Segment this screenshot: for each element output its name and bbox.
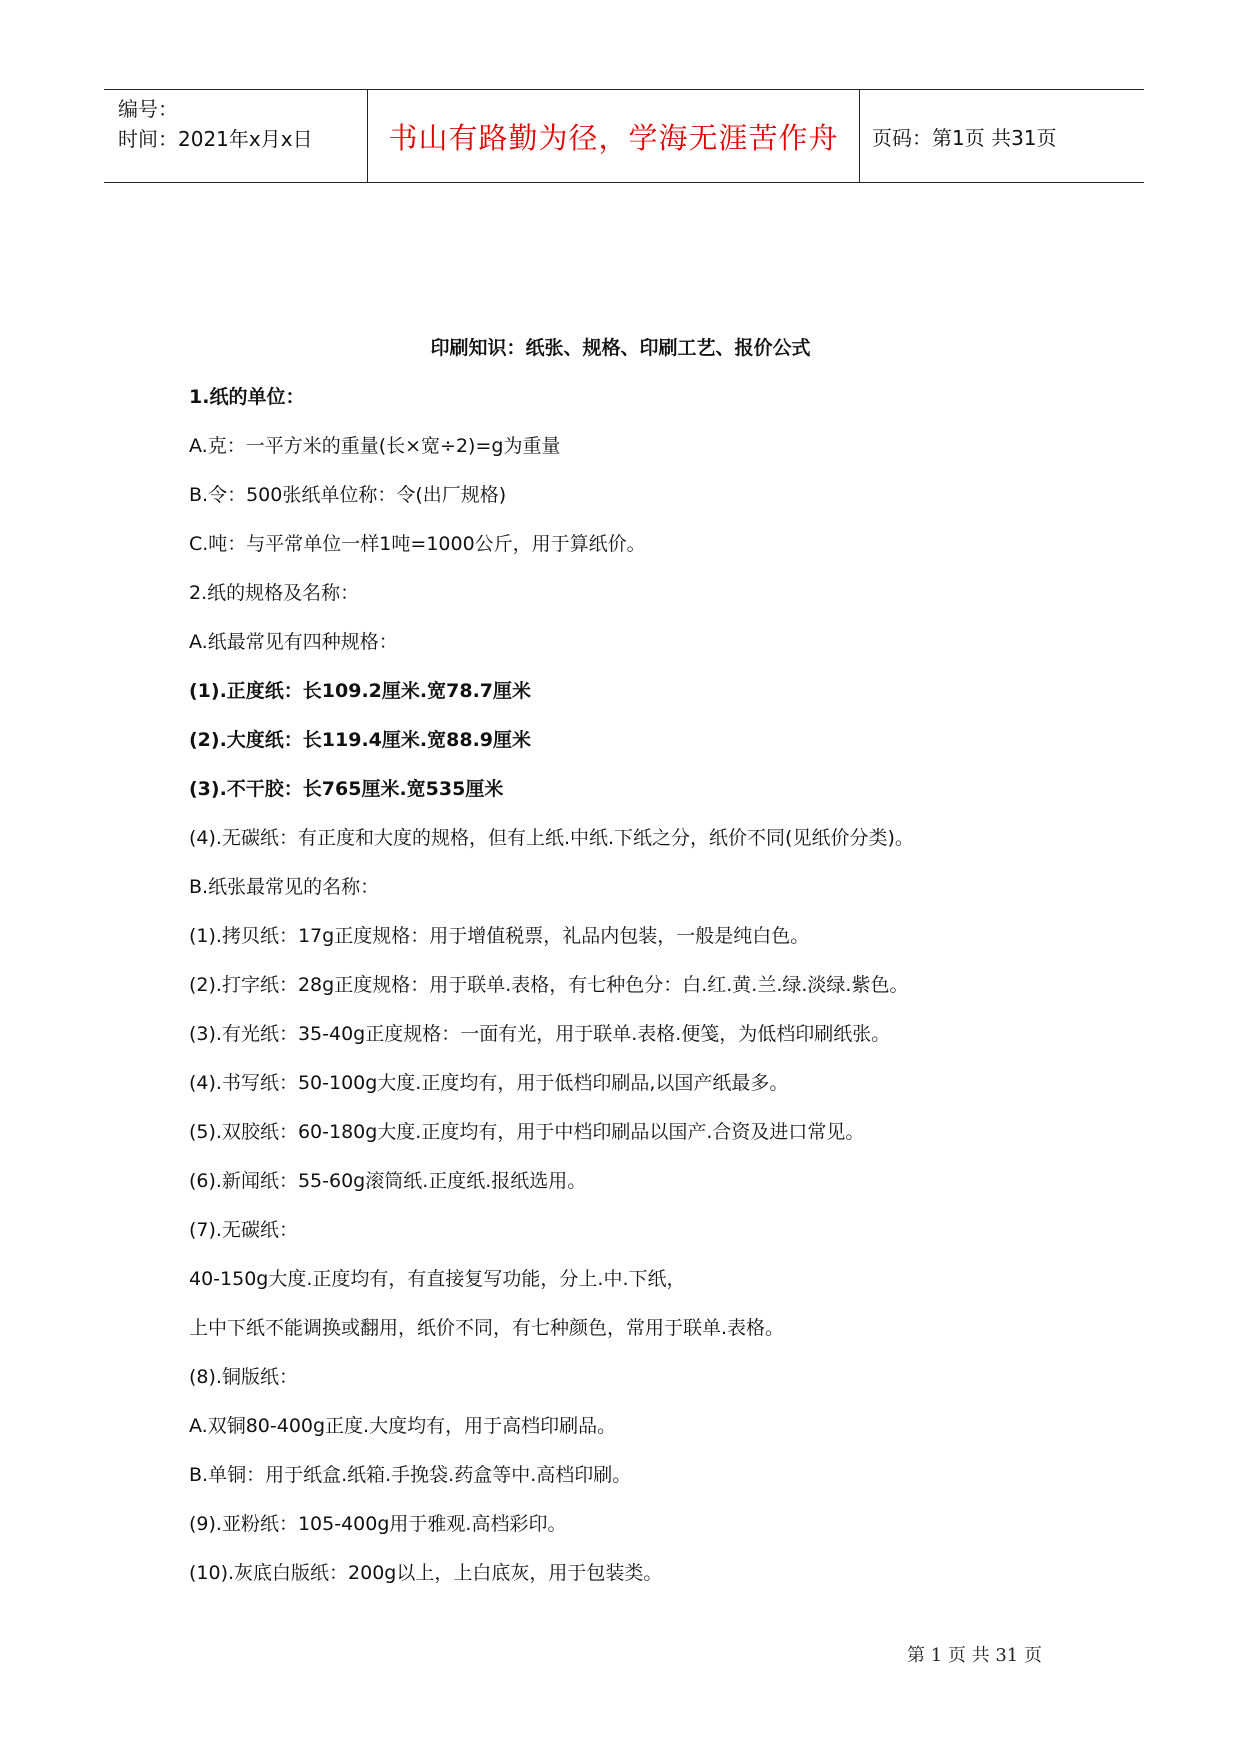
document-body bbox=[189, 382, 1109, 1607]
header-page-info: 页码：第1页 共31页 bbox=[872, 125, 1057, 150]
document-title: 印刷知识：纸张、规格、印刷工艺、报价公式 bbox=[430, 337, 811, 359]
body-line: (1).正度纸：长109.2厘米.宽78.7厘米 bbox=[189, 680, 532, 702]
body-line: (2).打字纸：28g正度规格：用于联单.表格，有七种色分：白.红.黄.兰.绿.淡绿.紫色。 bbox=[189, 974, 909, 996]
body-line: B.令：500张纸单位称：令(出厂规格) bbox=[189, 484, 507, 506]
header-meta bbox=[104, 90, 368, 182]
body-line: (9).亚粉纸：105-400g用于雅观.高档彩印。 bbox=[189, 1513, 567, 1535]
body-line: 40-150g大度.正度均有，有直接复写功能，分上.中.下纸， bbox=[189, 1268, 686, 1290]
body-line: (4).无碳纸：有正度和大度的规格，但有上纸.中纸.下纸之分，纸价不同(见纸价分类)。 bbox=[189, 827, 914, 849]
body-line: (6).新闻纸：55-60g滚筒纸.正度纸.报纸选用。 bbox=[189, 1170, 587, 1192]
body-line: B.单铜：用于纸盒.纸箱.手挽袋.药盒等中.高档印刷。 bbox=[189, 1464, 632, 1486]
body-line: (5).双胶纸：60-180g大度.正度均有，用于中档印刷品以国产.合资及进口常见。 bbox=[189, 1121, 865, 1143]
body-line: (1).拷贝纸：17g正度规格：用于增值税票，礼品内包装，一般是纯白色。 bbox=[189, 925, 810, 947]
header-motto: 书山有路勤为径，学海无涯苦作舟 bbox=[368, 90, 860, 182]
body-line: C.吨：与平常单位一样1吨=1000公斤，用于算纸价。 bbox=[189, 533, 646, 555]
body-line: A.双铜80-400g正度.大度均有，用于高档印刷品。 bbox=[189, 1415, 617, 1437]
header-table bbox=[104, 89, 1144, 183]
body-line: (4).书写纸：50-100g大度.正度均有，用于低档印刷品,以国产纸最多。 bbox=[189, 1072, 789, 1094]
time-label: 时间：2021年x月x日 bbox=[118, 127, 313, 151]
number-label: 编号： bbox=[118, 97, 178, 121]
body-line: 1.纸的单位： bbox=[189, 386, 305, 408]
body-line: (7).无碳纸： bbox=[189, 1219, 298, 1241]
body-line: A.纸最常见有四种规格： bbox=[189, 631, 398, 653]
body-line: 2.纸的规格及名称： bbox=[189, 582, 360, 604]
body-line: (3).不干胶：长765厘米.宽535厘米 bbox=[189, 778, 504, 800]
page-footer: 第 1 页 共 31 页 bbox=[907, 1645, 1042, 1666]
body-line: (10).灰底白版纸：200g以上，上白底灰，用于包装类。 bbox=[189, 1562, 663, 1584]
body-line: (8).铜版纸： bbox=[189, 1366, 298, 1388]
body-line: A.克：一平方米的重量(长×宽÷2)=g为重量 bbox=[189, 435, 561, 457]
body-line: 上中下纸不能调换或翻用，纸价不同，有七种颜色，常用于联单.表格。 bbox=[189, 1317, 785, 1339]
body-line: (3).有光纸：35-40g正度规格：一面有光，用于联单.表格.便笺，为低档印刷纸张。 bbox=[189, 1023, 891, 1045]
body-line: (2).大度纸：长119.4厘米.宽88.9厘米 bbox=[189, 729, 532, 751]
body-line: B.纸张最常见的名称： bbox=[189, 876, 380, 898]
